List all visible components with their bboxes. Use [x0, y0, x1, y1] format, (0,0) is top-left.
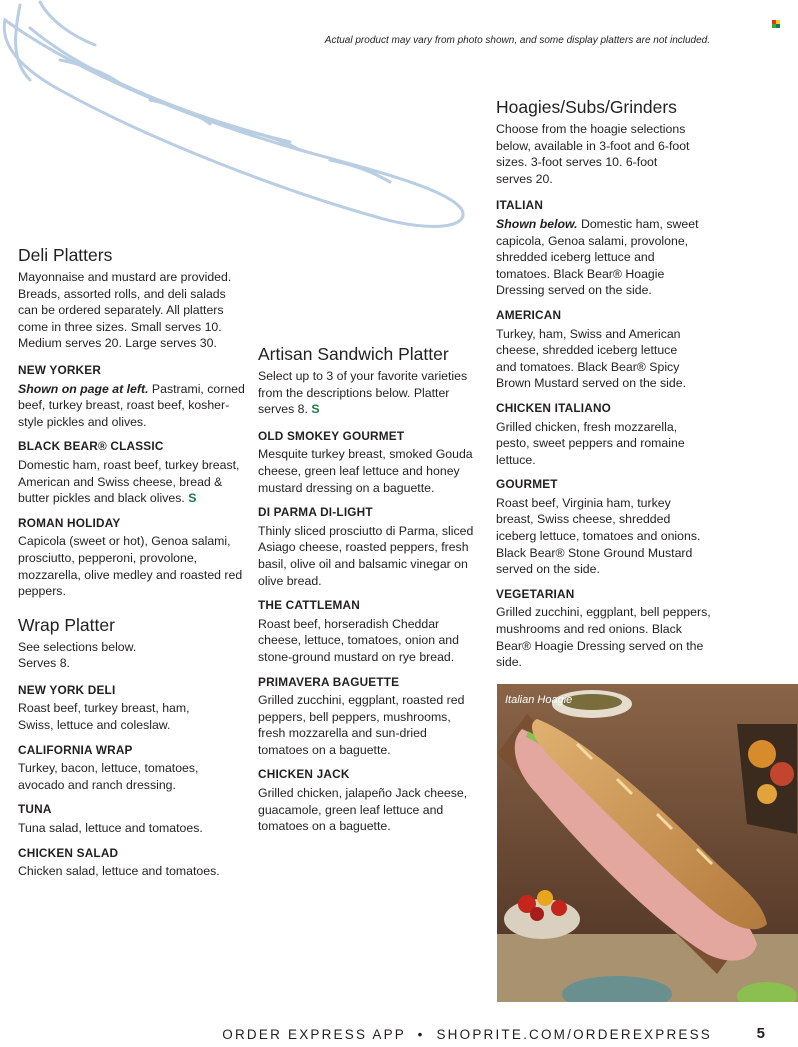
item-name: GOURMET — [496, 477, 558, 492]
item-lead: Shown below. — [496, 216, 578, 231]
hoagie-item-gourmet — [496, 476, 776, 578]
artisan-item-primavera — [258, 674, 480, 759]
item-name: AMERICAN — [496, 307, 562, 322]
hoagie-item-american — [496, 307, 776, 392]
right-column — [496, 96, 776, 679]
item-desc: Roast beef, horseradish Cheddar cheese, lettuce, tomatoes, onion and stone-ground mustard on rye bread. — [258, 616, 459, 664]
s-badge: S — [311, 402, 320, 417]
s-badge: S — [188, 491, 197, 506]
left-column — [18, 244, 246, 888]
item-desc: Grilled chicken, fresh mozzarella, pesto, sweet peppers and romaine lettuce. — [496, 419, 685, 467]
item-name: DI PARMA DI-LIGHT — [258, 505, 373, 520]
wrap-item-new-york-deli — [18, 682, 246, 734]
item-desc: Grilled chicken, jalapeño Jack cheese, guacamole, green leaf lettuce and tomatoes on a baguette. — [258, 786, 468, 834]
disclaimer: Actual product may vary from photo shown, and some display platters are not included. — [324, 35, 710, 46]
color-registration-mark — [772, 20, 780, 28]
item-desc: Pastrami, corned beef, turkey breast, roast beef, kosher-style pickles and olives. — [18, 381, 245, 429]
artisan-intro: Select up to 3 of your favorite varieties from the descriptions below. Platter serves 8. — [258, 369, 468, 417]
deli-item-roman-holiday — [18, 515, 246, 600]
item-desc: Roast beef, turkey breast, ham, Swiss, lettuce and coleslaw. — [18, 701, 190, 733]
item-desc: Roast beef, Virginia ham, turkey breast, Swiss cheese, shredded iceberg lettuce, tomatoes and onions. Black Bear® Stone Ground Mustard served on the side. — [496, 495, 701, 577]
italian-hoagie-photo — [497, 684, 798, 1002]
hoagies-title: Hoagies/Subs/Grinders — [496, 97, 677, 117]
item-name: NEW YORKER — [18, 362, 102, 377]
item-desc: Domestic ham, roast beef, turkey breast, American and Swiss cheese, bread & butter pickles and black olives. — [18, 457, 240, 506]
photo-caption: Italian Hoagie — [505, 694, 573, 706]
deli-platters-title: Deli Platters — [18, 245, 113, 265]
item-name: OLD SMOKEY GOURMET — [258, 428, 405, 443]
item-name: THE CATTLEMAN — [258, 598, 360, 613]
hoagie-item-italian — [496, 197, 776, 299]
item-desc: Domestic ham, sweet capicola, Genoa salami, provolone, shredded iceberg lettuce and tomatoes. Black Bear® Hoagie Dressing served on the side. — [496, 216, 699, 298]
item-name: ITALIAN — [496, 198, 544, 213]
wrap-item-tuna — [18, 801, 246, 836]
item-desc: Turkey, ham, Swiss and American cheese, shredded iceberg lettuce and tomatoes. Black Bear® Spicy Brown Mustard served on the side. — [496, 326, 687, 391]
item-name: CHICKEN JACK — [258, 767, 350, 782]
item-name: CHICKEN SALAD — [18, 845, 119, 860]
artisan-item-chicken-jack — [258, 766, 480, 834]
item-name: CHICKEN ITALIANO — [496, 400, 612, 415]
hoagies-intro: Choose from the hoagie selections below, available in 3-foot and 6-foot sizes. 3-foot serves 10. 6-foot serves 20. — [496, 122, 690, 186]
item-name: PRIMAVERA BAGUETTE — [258, 674, 400, 689]
artisan-item-cattleman — [258, 597, 480, 665]
artisan-item-di-parma — [258, 504, 480, 589]
page-number: 5 — [756, 1025, 765, 1042]
item-name: VEGETARIAN — [496, 586, 575, 601]
middle-column — [258, 343, 480, 843]
deli-item-black-bear-classic — [18, 438, 246, 506]
item-desc: Turkey, bacon, lettuce, tomatoes, avocado and ranch dressing. — [18, 761, 199, 792]
wrap-platter-title: Wrap Platter — [18, 614, 115, 635]
item-desc: Tuna salad, lettuce and tomatoes. — [18, 821, 203, 836]
item-name: CALIFORNIA WRAP — [18, 742, 133, 757]
item-desc: Thinly sliced prosciutto di Parma, sliced Asiago cheese, roasted peppers, fresh basil, olive oil and balsamic vinegar on olive bread. — [258, 523, 474, 588]
hoagie-item-chicken-italiano — [496, 400, 776, 468]
item-name: NEW YORK DELI — [18, 682, 116, 697]
item-name: TUNA — [18, 802, 52, 817]
hoagie-item-vegetarian — [496, 586, 776, 671]
item-desc: Chicken salad, lettuce and tomatoes. — [18, 864, 220, 879]
item-desc: Grilled zucchini, eggplant, bell peppers, mushrooms and red onions. Black Bear® Hoagie Dressing served on the side. — [496, 605, 711, 670]
deli-item-new-yorker — [18, 362, 246, 430]
item-name: BLACK BEAR® CLASSIC — [18, 439, 164, 454]
item-name: ROMAN HOLIDAY — [18, 515, 121, 530]
item-lead: Shown on page at left. — [18, 381, 149, 396]
artisan-item-old-smokey — [258, 428, 480, 496]
wrap-item-chicken-salad — [18, 845, 246, 880]
wrap-platter-intro: See selections below. Serves 8. — [18, 639, 137, 671]
artisan-title: Artisan Sandwich Platter — [258, 344, 449, 364]
item-desc: Mesquite turkey breast, smoked Gouda cheese, green leaf lettuce and honey mustard dressing on a baguette. — [258, 447, 473, 495]
hoagie-illustration-icon — [497, 684, 798, 1002]
wrap-item-california — [18, 742, 246, 794]
item-desc: Grilled zucchini, eggplant, roasted red peppers, bell peppers, mushrooms, fresh mozzarella and sun-dried tomatoes on a baguette. — [258, 693, 465, 757]
footer-text: ORDER EXPRESS APP • SHOPRITE.COM/ORDEREXPRESS — [222, 1027, 712, 1042]
deli-platters-intro: Mayonnaise and mustard are provided. Breads, assorted rolls, and deli salads can be ordered separately. All platters come in three sizes. Small serves 10. Medium serves 20. Large serves 30. — [18, 270, 232, 351]
item-desc: Capicola (sweet or hot), Genoa salami, prosciutto, pepperoni, provolone, mozzarella, olive medley and roasted red peppers. — [18, 534, 243, 599]
